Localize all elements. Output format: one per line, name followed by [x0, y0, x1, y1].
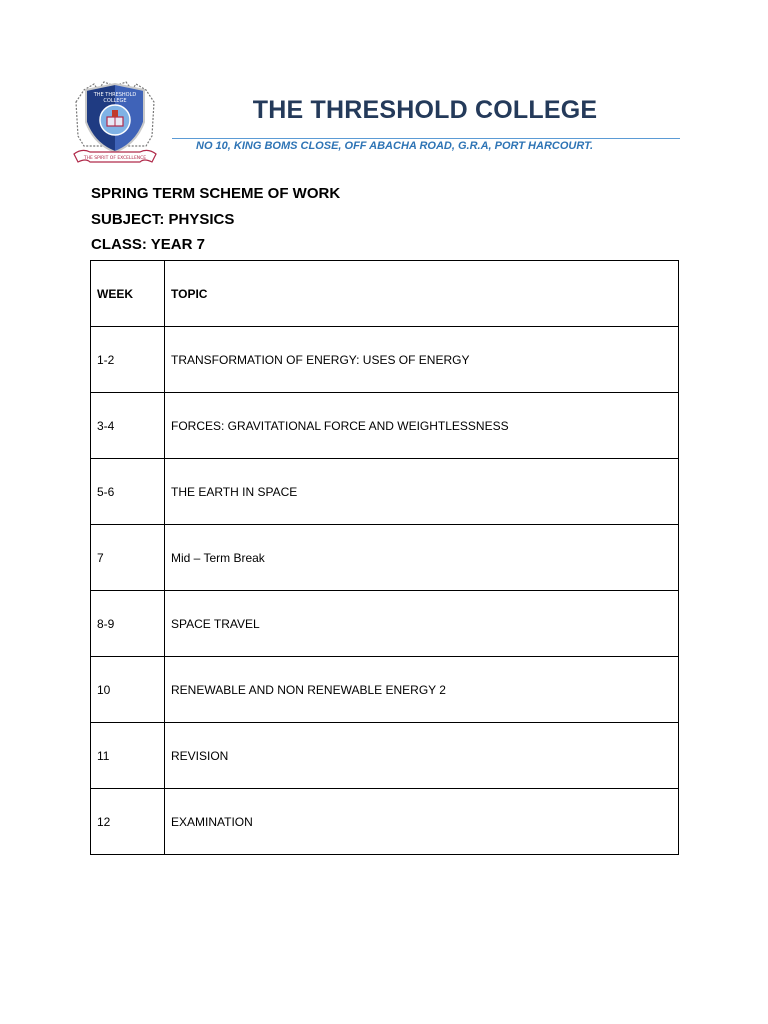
- week-cell: 11: [91, 723, 165, 789]
- table-row: [91, 525, 679, 591]
- scheme-title: SPRING TERM SCHEME OF WORK: [91, 185, 341, 202]
- week-cell: 7: [91, 525, 165, 591]
- college-address: NO 10, KING BOMS CLOSE, OFF ABACHA ROAD, G.R.A, PORT HARCOURT.: [196, 140, 594, 152]
- week-cell: 3-4: [91, 393, 165, 459]
- topic-column-header: TOPIC: [165, 261, 679, 327]
- week-cell: 5-6: [91, 459, 165, 525]
- class-line: CLASS: YEAR 7: [91, 236, 205, 253]
- week-cell: 1-2: [91, 327, 165, 393]
- table-row: [91, 327, 679, 393]
- subject-line: SUBJECT: PHYSICS: [91, 211, 235, 228]
- topic-cell: TRANSFORMATION OF ENERGY: USES OF ENERGY: [165, 327, 679, 393]
- table-header-row: [91, 261, 679, 327]
- table-row: [91, 393, 679, 459]
- week-cell: 12: [91, 789, 165, 855]
- topic-cell: REVISION: [165, 723, 679, 789]
- table-row: [91, 459, 679, 525]
- table-row: [91, 657, 679, 723]
- week-cell: 8-9: [91, 591, 165, 657]
- week-column-header: WEEK: [91, 261, 165, 327]
- scheme-of-work-table: [90, 260, 679, 855]
- college-crest-logo: [72, 76, 158, 168]
- week-cell: 10: [91, 657, 165, 723]
- topic-cell: EXAMINATION: [165, 789, 679, 855]
- svg-text:THE SPIRIT OF EXCELLENCE: THE SPIRIT OF EXCELLENCE: [83, 156, 147, 161]
- topic-cell: THE EARTH IN SPACE: [165, 459, 679, 525]
- topic-cell: SPACE TRAVEL: [165, 591, 679, 657]
- topic-cell: FORCES: GRAVITATIONAL FORCE AND WEIGHTLESSNESS: [165, 393, 679, 459]
- college-name: THE THRESHOLD COLLEGE: [252, 96, 598, 124]
- table-row: [91, 591, 679, 657]
- svg-text:THE THRESHOLD: THE THRESHOLD: [93, 92, 137, 98]
- svg-text:COLLEGE: COLLEGE: [103, 98, 127, 104]
- topic-cell: RENEWABLE AND NON RENEWABLE ENERGY 2: [165, 657, 679, 723]
- table-row: [91, 789, 679, 855]
- table-row: [91, 723, 679, 789]
- topic-cell: Mid – Term Break: [165, 525, 679, 591]
- header-divider: [172, 138, 680, 139]
